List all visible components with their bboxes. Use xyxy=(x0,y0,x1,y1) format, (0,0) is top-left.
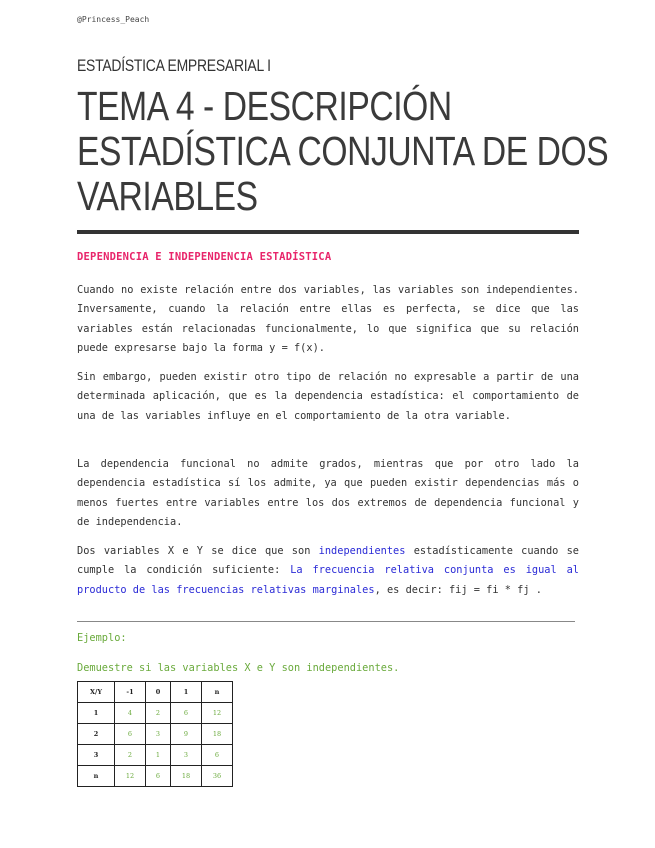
table-header-cell: n xyxy=(202,682,233,703)
table-cell: 12 xyxy=(202,703,233,724)
section-divider xyxy=(77,621,575,622)
table-header-cell: -1 xyxy=(115,682,146,703)
table-row xyxy=(78,703,233,724)
author-handle: @Princess_Peach xyxy=(77,15,150,24)
table-cell: 6 xyxy=(146,766,171,787)
title-line: ESTADÍSTICA CONJUNTA DE DOS xyxy=(77,128,609,174)
paragraph-4-text: , es decir: fij = fi * fj . xyxy=(374,583,542,596)
table-header-cell: 1 xyxy=(171,682,202,703)
title-line: TEMA 4 - DESCRIPCIÓN xyxy=(77,83,452,129)
paragraph-4 xyxy=(77,542,579,600)
independientes-term: independientes xyxy=(318,545,406,557)
table-cell: 3 xyxy=(171,745,202,766)
table-cell: 6 xyxy=(202,745,233,766)
table-row-label: 1 xyxy=(78,703,115,724)
paragraph-4-text: estadísticamente cuando se cumple la condición suficiente: xyxy=(77,545,579,577)
paragraph-1: Cuando no existe relación entre dos variables, las variables son independientes. Inversamente, cuando la relación entre ellas es perfecta, se dice que las variables están relacionadas funcionalmente, lo que significa que su relación puede expresarse bajo la forma y = f(x). xyxy=(77,284,579,355)
example-label: Ejemplo: xyxy=(77,632,127,644)
table-cell: 18 xyxy=(202,724,233,745)
title-line: VARIABLES xyxy=(77,173,258,219)
table-cell: 1 xyxy=(146,745,171,766)
table-cell: 3 xyxy=(146,724,171,745)
table-row-label: 2 xyxy=(78,724,115,745)
table-row xyxy=(78,724,233,745)
table-cell: 36 xyxy=(202,766,233,787)
paragraph-2: Sin embargo, pueden existir otro tipo de relación no expresable a partir de una determinada aplicación, que es la dependencia estadística: el comportamiento de una de las variables influye en el comportamiento de la otra variable. xyxy=(77,371,579,422)
table-cell: 9 xyxy=(171,724,202,745)
frequency-table xyxy=(77,681,233,787)
table-cell: 2 xyxy=(146,703,171,724)
section-heading: DEPENDENCIA E INDEPENDENCIA ESTADÍSTICA xyxy=(77,251,332,263)
table-header-row xyxy=(78,682,233,703)
table-row-label: 3 xyxy=(78,745,115,766)
table-row xyxy=(78,766,233,787)
page-title xyxy=(77,83,609,219)
table-header-cell: X/Y xyxy=(78,682,115,703)
table-cell: 6 xyxy=(115,724,146,745)
paragraph-4-text: Dos variables X e Y se dice que son xyxy=(77,545,319,557)
table-cell: 12 xyxy=(115,766,146,787)
paragraph-3: La dependencia funcional no admite grados, mientras que por otro lado la dependencia estadística sí los admite, ya que pueden existir dependencias más o menos fuertes entre variables entre los dos extremos de dependencia funcional y de independencia. xyxy=(77,458,579,529)
table-row-label: n xyxy=(78,766,115,787)
table-cell: 6 xyxy=(171,703,202,724)
condition-highlight: La frecuencia relativa conjunta es igual al producto de las frecuencias relativas marginales xyxy=(77,564,579,596)
table-cell: 18 xyxy=(171,766,202,787)
table-row xyxy=(78,745,233,766)
table-header-cell: 0 xyxy=(146,682,171,703)
table-cell: 2 xyxy=(115,745,146,766)
example-prompt: Demuestre si las variables X e Y son independientes. xyxy=(77,662,400,674)
subject-label: ESTADÍSTICA EMPRESARIAL I xyxy=(77,56,271,75)
title-divider xyxy=(77,230,579,234)
table-cell: 4 xyxy=(115,703,146,724)
